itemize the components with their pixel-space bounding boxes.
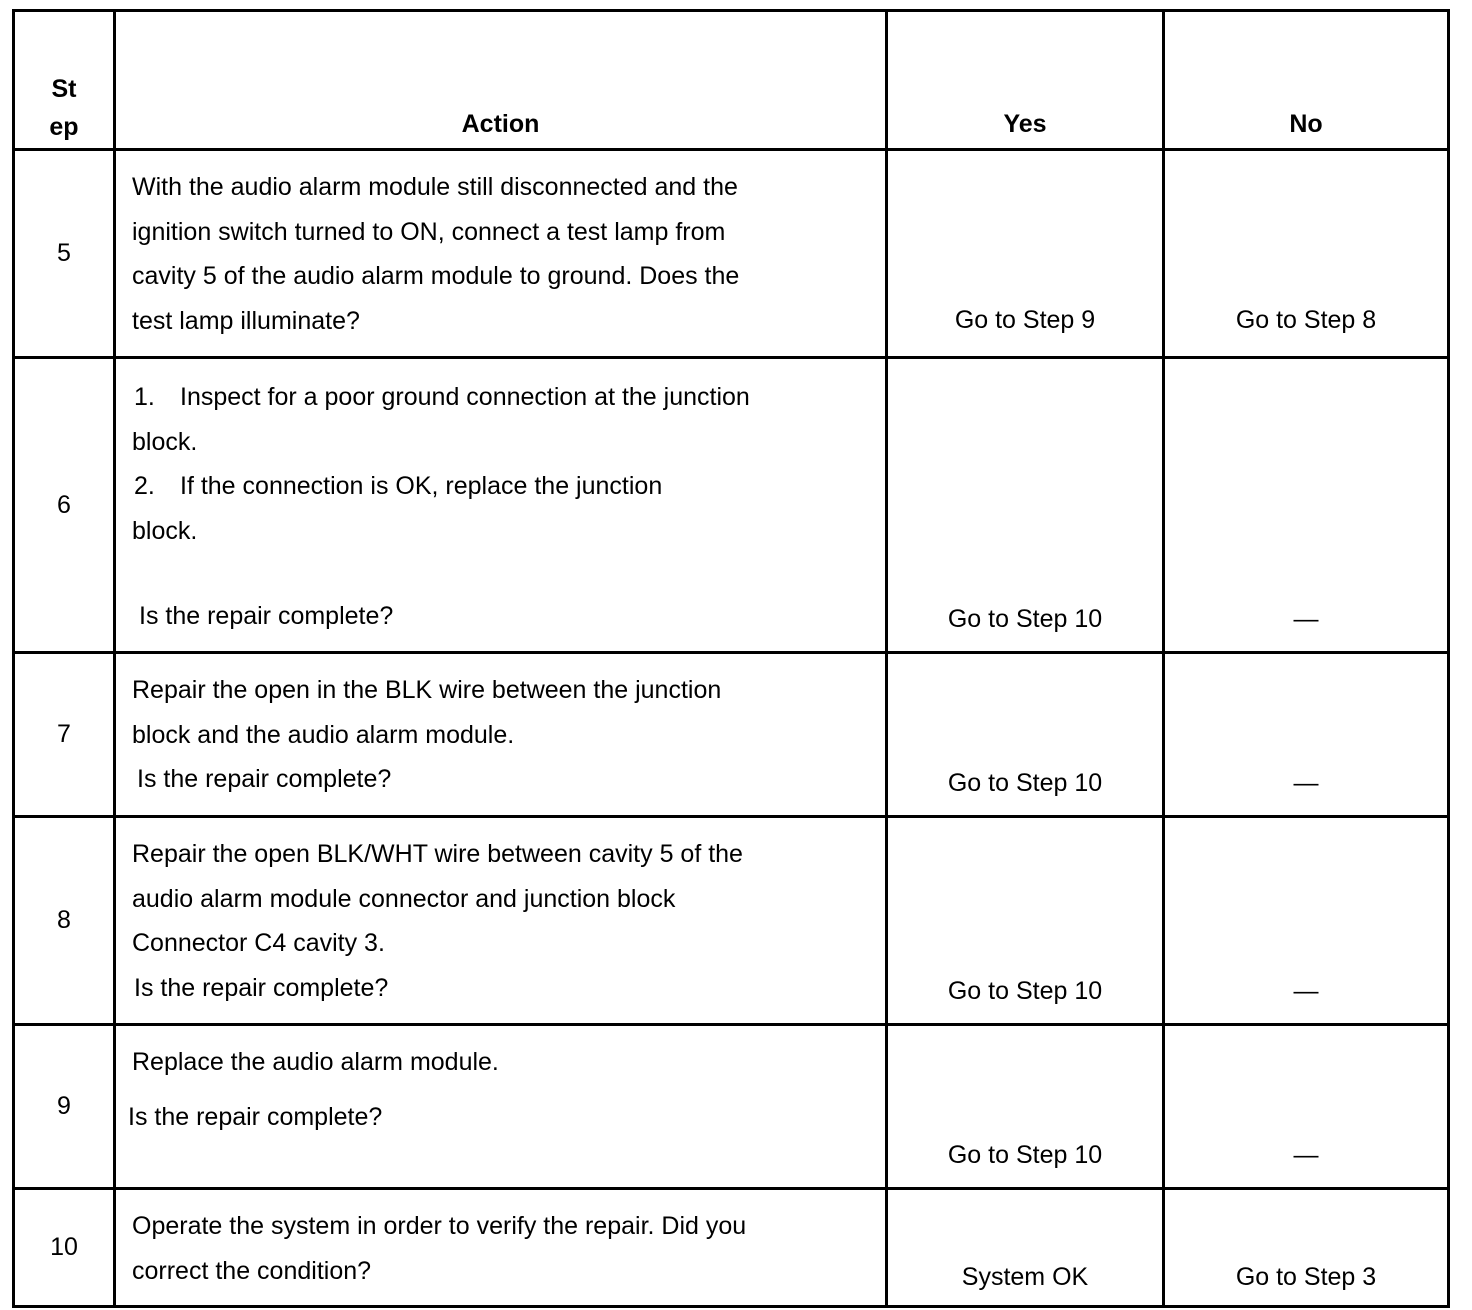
no-outcome: Go to Step 8	[1164, 150, 1449, 358]
yes-outcome: Go to Step 10	[887, 817, 1164, 1025]
step-number: 7	[14, 653, 115, 817]
item-number: 1.	[134, 383, 155, 411]
yes-header: Yes	[887, 11, 1164, 150]
repair-question: Is the repair complete?	[139, 602, 394, 630]
item-text: If the connection is OK, replace the junction	[180, 472, 663, 500]
step-header	[14, 11, 115, 150]
table-row-step-9	[14, 1025, 1449, 1189]
item-continuation: block.	[132, 427, 198, 456]
step-number: 9	[14, 1025, 115, 1189]
repair-question: Is the repair complete?	[137, 765, 392, 793]
action-line: ignition switch turned to ON, connect a test lamp from	[132, 217, 726, 246]
yes-outcome: Go to Step 10	[887, 358, 1164, 653]
action-cell	[115, 358, 887, 653]
numbered-item	[132, 464, 871, 509]
action-line: With the audio alarm module still disconnected and the	[132, 173, 738, 201]
numbered-item	[132, 375, 871, 420]
item-text: Inspect for a poor ground connection at the junction	[180, 383, 750, 411]
yes-outcome: Go to Step 9	[887, 150, 1164, 358]
step-header-line2: ep	[49, 113, 79, 141]
action-line: correct the condition?	[132, 1256, 372, 1285]
item-number: 2.	[134, 472, 155, 500]
action-line: test lamp illuminate?	[132, 306, 360, 335]
table-row-step-10	[14, 1189, 1449, 1307]
action-cell	[115, 653, 887, 817]
action-cell	[115, 1189, 887, 1307]
yes-outcome: Go to Step 10	[887, 1025, 1164, 1189]
no-outcome: —	[1164, 653, 1449, 817]
table-row-step-8	[14, 817, 1449, 1025]
action-line: Operate the system in order to verify the repair. Did you	[132, 1212, 747, 1240]
step-number: 8	[14, 817, 115, 1025]
no-header: No	[1164, 11, 1449, 150]
action-cell	[115, 817, 887, 1025]
action-line: Replace the audio alarm module.	[132, 1048, 499, 1076]
blank-line	[132, 553, 871, 594]
step-header-line1: St	[51, 75, 77, 103]
table-row-step-6	[14, 358, 1449, 653]
yes-outcome: Go to Step 10	[887, 653, 1164, 817]
step-number: 6	[14, 358, 115, 653]
no-outcome: —	[1164, 358, 1449, 653]
action-line: block and the audio alarm module.	[132, 720, 515, 749]
action-line: Repair the open in the BLK wire between the junction	[132, 676, 722, 704]
step-number: 10	[14, 1189, 115, 1307]
step-number: 5	[14, 150, 115, 358]
no-outcome: —	[1164, 1025, 1449, 1189]
action-header: Action	[115, 11, 887, 150]
action-cell	[115, 1025, 887, 1189]
action-line: Connector C4 cavity 3.	[132, 929, 385, 957]
action-line: cavity 5 of the audio alarm module to ground. Does the	[132, 262, 740, 290]
repair-question: Is the repair complete?	[134, 973, 389, 1002]
header-row	[14, 11, 1449, 150]
repair-question: Is the repair complete?	[128, 1102, 383, 1131]
diagnostic-table	[12, 9, 1450, 1308]
action-cell	[115, 150, 887, 358]
table-row-step-5	[14, 150, 1449, 358]
table-row-step-7	[14, 653, 1449, 817]
yes-outcome: System OK	[887, 1189, 1164, 1307]
item-continuation: block.	[132, 516, 198, 545]
no-outcome: Go to Step 3	[1164, 1189, 1449, 1307]
action-line: audio alarm module connector and junction block	[132, 884, 676, 913]
action-line: Repair the open BLK/WHT wire between cavity 5 of the	[132, 840, 743, 868]
no-outcome: —	[1164, 817, 1449, 1025]
